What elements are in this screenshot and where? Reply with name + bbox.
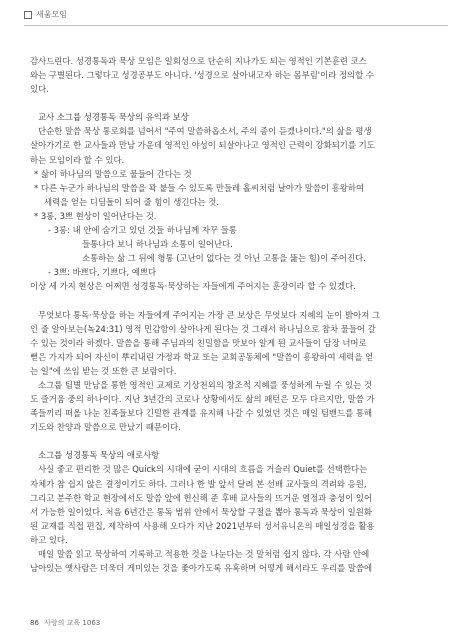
section-heading: 교사 소그룹 성경통독 묵상의 유익과 보상 [38,112,189,123]
section-tag-label: 새움모임 [36,10,67,19]
body-line: 이상 세 가지 현상은 어쩌면 성경통독·묵상하는 자들에게 주어지는 훈장이라 할 수 있겠다. [30,281,356,292]
bullet-line: * 삶이 하나님의 말씀으로 물들어 간다는 것 [34,168,192,179]
body-line: 는 일"에 쓰임 받는 것 또한 큰 보람이다. [30,365,177,376]
bullet-line: * 3롱, 3쁘 현상이 일어난다는 것. [34,210,157,221]
page-number: 86 [30,619,39,627]
body-line: 뻗은 가지가 되어 자신이 뿌리내린 가정과 학교 또는 교회공동체에 "말씀이 흥왕하여 세력을 얻 [30,351,374,362]
body-line: 서 가능한 일이었다. 처음 6년간은 통독 범위 안에서 묵상할 구절을 뽑아 통독과 묵상이 일원화 [30,506,372,517]
body-line: 기도와 찬양과 말씀으로 만났기 때문이다. [30,422,181,433]
body-line: 매일 말씀 읽고 묵상하여 기록하고 적용한 것을 나눈다는 것 말처럼 쉽지 않다. 각 사람 안에 [38,549,370,559]
body-line: 수 있는 것이라 하겠다. 말씀을 통해 주님과의 친밀함을 맛보아 알게 된 교사들이 담장 너머로 [30,337,367,348]
body-line: 된 교재를 직접 편집, 제작하여 사용해 오다가 지난 2021년부터 성서유니온의 매일성경을 활용 [30,520,375,531]
body-line: 무엇보다 통독·묵상을 하는 자들에게 주어지는 가장 큰 보상은 무엇보다 지혜의 눈이 밝아져 그 [38,309,381,320]
intro-line: 있다. [30,84,49,95]
body-line: 인 줄 알아보는(녹24:31) 영적 민감함이 살아나게 된다는 것 그래서 하나님으로 참차 물들어 갈 [30,323,376,334]
intro-line: 감사드린다. 성경통독과 묵상 모임은 일회성으로 단순히 지나가도 되는 영적인 기본훈련 코스 [30,56,367,66]
intro-line: 와는 구별된다. 그렇다고 성경공부도 아니다. '성경으로 살아내고자 하는 몸부림'이라 정의할 수 [30,70,374,81]
body-line: 단순한 말씀 묵상 통로회를 넘어서 "주여 말씀하옵소서, 주의 종이 듣겠나이다."의 삶을 평생 [38,126,372,137]
body-line: 족들끼리 떠올 나눈 친족들보다 긴밀한 관계를 유지해 나갈 수 있었던 것은 매일 팀밴드를 통해 [30,408,373,419]
top-rule [24,25,448,26]
body-line: 도 즐거움 중의 하나이다. 지난 3년간의 코로나 상황에서도 삶의 패턴은 모두 다르지만, 말씀 가 [30,394,375,405]
body-line: 사실 좋고 편리한 것 많은 Quick의 시대에 굳이 시대의 흐름을 거슬러 Quiet를 선택한다는 [38,464,368,475]
body-line: 살아가기로 한 교사들과 만남 가운데 영적인 야성이 되살아나고 영적인 근력이 강화되기를 기도 [30,140,375,151]
body-line: 그리고 분주한 학교 현장에서도 말씀 앞에 헌신해 준 후배 교사들의 뜨거운 열정과 충성이 있어 [30,492,373,503]
sub-line: 들통나다 보니 하나님과 소통이 일어난다. [82,239,233,250]
body-line: 소그룹 팀별 만남을 통한 영적인 교제로 기상천외의 창조적 지혜를 풍성하게 누릴 수 있는 것 [38,379,372,390]
sub-line: - 3롱: 내 안에 숨기고 있던 것들 하나님께 자꾸 들통 [48,225,237,236]
bullet-line: * 다른 누군가 하나님의 말씀을 꽉 붙들 수 있도록 만들레 홀씨처럼 날아가 말씀이 흥왕하여 [34,182,365,193]
body-line: 하고 있다. [30,534,68,545]
section-tag [24,9,67,20]
body-line: 남아있는 옛사람은 더욱더 게미있는 것을 좇아가도록 유혹하며 어떻게 해서라도 우리를 말씀에 [30,563,373,574]
section-heading: 소그룹 성경통독 묵상의 애로사항 [38,450,160,461]
article-body [30,54,442,575]
sub-line: 소통하는 삶 그 뒤에 형통 (고난이 없다는 것 아닌 고통을 뚫는 힘)이 주어진다. [82,253,366,264]
bullet-line: 세력을 얻는 디딤돌이 되어 줄 힘이 생긴다는 것. [44,196,220,207]
page-footer [30,618,100,628]
body-line: 하는 모임이라 할 수 있다. [30,154,125,165]
body-line: 자체가 참 쉽지 않은 결정이기도 하다. 그러나 한 발 앞서 달려 본 선배 교사들의 격려와 응원, [30,478,367,489]
sub-line: - 3쁘: 바쁘다, 기쁘다, 예쁘다 [48,267,157,278]
magazine-name: 사랑의 교육 1063 [44,619,101,627]
square-icon [24,11,32,19]
